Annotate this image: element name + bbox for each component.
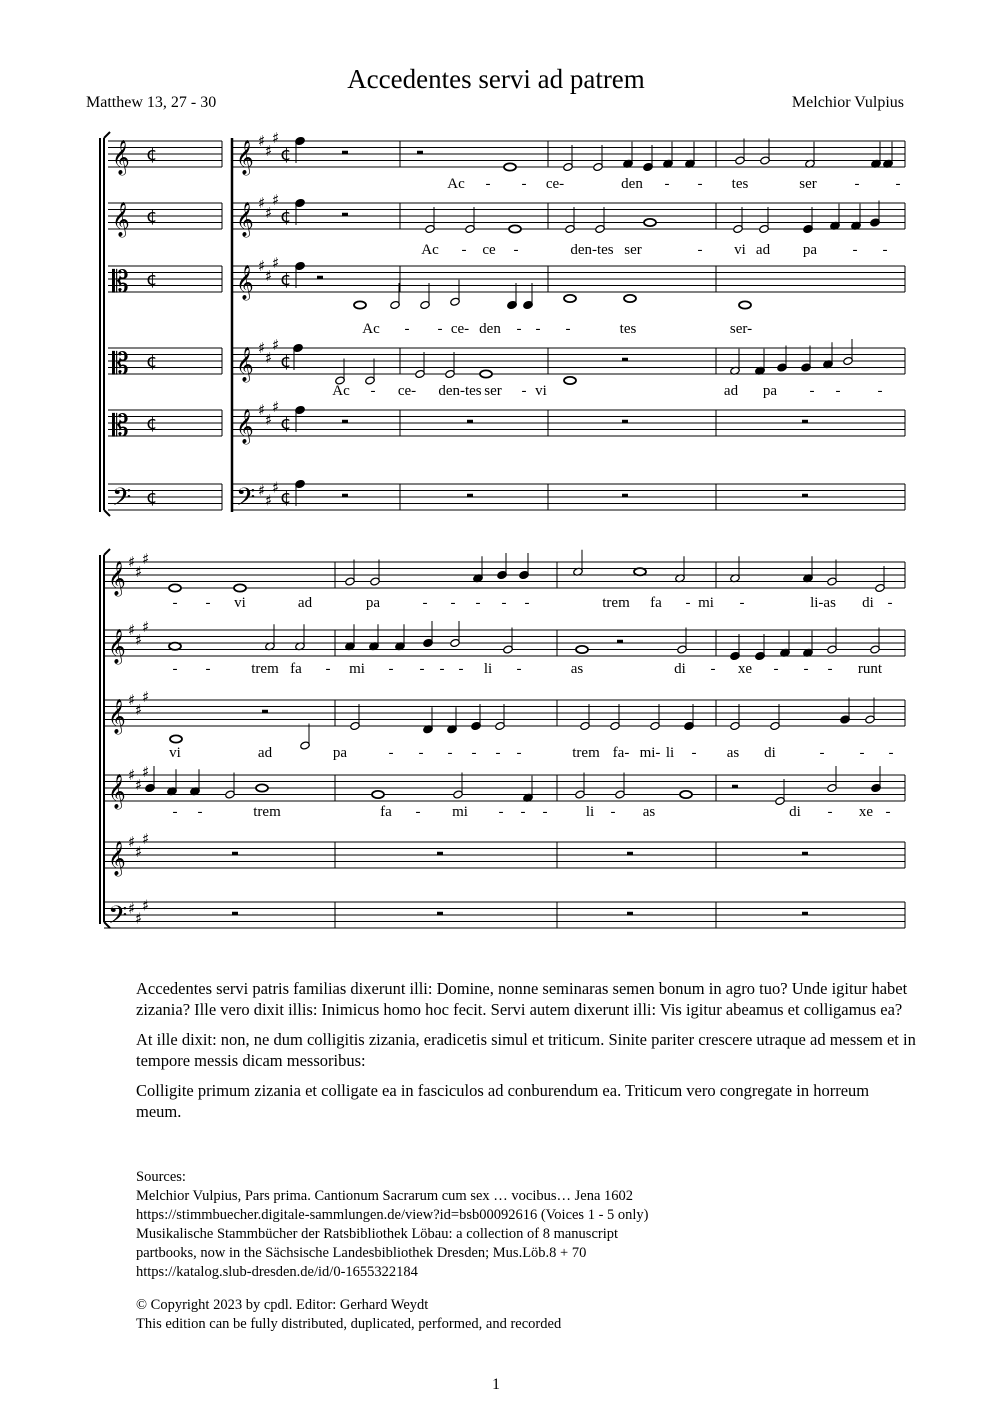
lyric-syllable: -	[691, 745, 697, 761]
lyric-syllable: fa	[290, 661, 302, 677]
lyric-syllable: -	[685, 595, 691, 611]
lyric-syllable: vi	[734, 242, 746, 258]
lyric-syllable: den-tes	[570, 242, 614, 258]
lyric-syllable: mi-	[639, 745, 661, 761]
sharp-icon: ♯	[135, 630, 143, 649]
sharp-icon: ♯	[128, 833, 136, 851]
lyric-syllable: xe	[737, 661, 753, 677]
time-signature-icon: ¢	[146, 487, 158, 508]
lyric-syllable: vi	[169, 745, 181, 761]
sharp-icon: ♯	[142, 829, 150, 848]
lyric-syllable: -	[887, 595, 893, 611]
lyric-syllable: -	[565, 321, 571, 337]
lyric-syllable: -	[888, 745, 894, 761]
sharp-icon: ♯	[272, 190, 280, 209]
lyric-syllable: -	[697, 176, 703, 192]
lyric-syllable: -	[854, 176, 860, 192]
lyric-syllable: li-as	[810, 595, 836, 611]
sharp-icon: ♯	[142, 896, 150, 915]
clef-icon: 𝄢	[236, 483, 256, 518]
lyric-syllable: vi	[234, 595, 246, 611]
lyric-syllable: -	[172, 595, 178, 611]
rest-mark	[262, 710, 268, 713]
sharp-icon: ♯	[128, 553, 136, 571]
whole-note	[680, 791, 692, 798]
time-signature-icon: ¢	[146, 206, 158, 227]
clef-icon: 𝄞	[236, 347, 254, 382]
whole-note	[739, 301, 751, 308]
time-signature-icon: ¢	[280, 144, 292, 165]
lyric-syllable: di	[789, 804, 801, 820]
clef-icon: 𝄞	[108, 774, 126, 809]
lyric-syllable: pa	[365, 595, 381, 611]
lyric-syllable: di	[764, 745, 776, 761]
lyric-syllable: ad	[755, 242, 771, 258]
sharp-icon: ♯	[135, 775, 143, 794]
sources-line: partbooks, now in the Sächsische Landesbibliothek Dresden; Mus.Löb.8 + 70	[136, 1245, 587, 1261]
sources-block	[136, 1168, 896, 1282]
rest-mark	[622, 494, 628, 497]
lyric-syllable: ad	[297, 595, 313, 611]
clef-icon: 𝄢	[108, 901, 128, 936]
sharp-icon: ♯	[272, 335, 280, 354]
whole-note	[256, 784, 268, 791]
clef-icon: 𝄡	[112, 347, 129, 382]
lyric-syllable: ce-	[545, 176, 565, 192]
whole-note	[170, 735, 182, 742]
time-signature-icon: ¢	[146, 351, 158, 372]
lyric-syllable: li	[665, 745, 675, 761]
lyric-syllable: -	[495, 745, 501, 761]
clef-icon: 𝄡	[112, 409, 129, 444]
copyright-block	[136, 1296, 561, 1334]
sharp-icon: ♯	[258, 339, 266, 357]
lyric-syllable: Ac	[421, 242, 439, 258]
rest-mark	[617, 640, 623, 643]
lyric-syllable: ser	[484, 383, 502, 399]
time-signature-icon: ¢	[146, 144, 158, 165]
composer-name: Melchior Vulpius	[791, 94, 904, 111]
rest-mark	[732, 785, 738, 788]
rest-mark	[627, 852, 633, 855]
lyric-syllable: Ac	[332, 383, 350, 399]
lyric-syllable: pa	[332, 745, 348, 761]
sharp-icon: ♯	[142, 762, 150, 781]
sharp-icon: ♯	[265, 491, 273, 510]
whole-note	[169, 584, 181, 591]
lyric-syllable: -	[803, 661, 809, 677]
lyric-syllable: trem	[253, 804, 281, 820]
lyric-syllable: -	[475, 595, 481, 611]
lyric-syllable: mi	[698, 595, 714, 611]
clef-icon: 𝄢	[112, 483, 132, 518]
whole-note	[576, 646, 588, 653]
lyric-syllable: -	[819, 745, 825, 761]
whole-note	[564, 377, 576, 384]
lyric-syllable: pa	[762, 383, 778, 399]
lyric-syllable: -	[439, 661, 445, 677]
lyric-syllable: fa	[380, 804, 392, 820]
lyric-syllable: as	[726, 745, 740, 761]
lyric-syllable: vi	[535, 383, 547, 399]
rest-mark	[317, 276, 323, 279]
lyric-syllable: as	[570, 661, 584, 677]
clef-icon: 𝄡	[112, 265, 129, 300]
lyric-syllable: -	[827, 661, 833, 677]
sharp-icon: ♯	[128, 691, 136, 709]
lyric-syllable: di	[862, 595, 874, 611]
lyric-syllable: -	[895, 176, 901, 192]
lyric-syllable: trem	[251, 661, 279, 677]
whole-note	[624, 295, 636, 302]
lyric-syllable: -	[882, 242, 888, 258]
sharp-icon: ♯	[135, 700, 143, 719]
sharp-icon: ♯	[142, 549, 150, 568]
sharp-icon: ♯	[135, 842, 143, 861]
lyric-syllable: mi	[452, 804, 468, 820]
sharp-icon: ♯	[128, 899, 136, 918]
lyric-syllable: ce	[482, 242, 496, 258]
lyric-syllable: ser-	[729, 321, 753, 337]
lyric-syllable: -	[388, 661, 394, 677]
lyric-syllable: -	[524, 595, 530, 611]
sources-line: https://stimmbuecher.digitale-sammlungen.de/view?id=bsb00092616 (Voices 1 - 5 only)	[136, 1207, 649, 1223]
lyric-syllable: fa	[650, 595, 662, 611]
rest-mark	[342, 151, 348, 154]
clef-icon: 𝄞	[112, 202, 130, 237]
lyric-syllable: ad	[723, 383, 739, 399]
lyric-syllable: -	[419, 661, 425, 677]
rest-mark	[232, 912, 238, 915]
sources-line: Melchior Vulpius, Pars prima. Cantionum Sacrarum cum sex … vocibus… Jena 1602	[136, 1188, 634, 1204]
clef-icon: 𝄞	[236, 140, 254, 175]
lyric-syllable: -	[418, 745, 424, 761]
lyric-syllable: pa	[802, 242, 818, 258]
sharp-icon: ♯	[258, 257, 266, 275]
rest-mark	[802, 852, 808, 855]
page-number: 1	[492, 1376, 500, 1393]
lyric-syllable: -	[664, 176, 670, 192]
lyric-syllable: -	[205, 661, 211, 677]
copyright-line: This edition can be fully distributed, duplicated, performed, and recorded	[136, 1316, 562, 1332]
sharp-icon: ♯	[135, 909, 143, 928]
time-signature-icon: ¢	[280, 269, 292, 290]
lyric-syllable: -	[697, 242, 703, 258]
time-signature-icon: ¢	[146, 269, 158, 290]
lyric-syllable: runt	[857, 661, 883, 677]
time-signature-icon: ¢	[146, 413, 158, 434]
sharp-icon: ♯	[272, 253, 280, 272]
sharp-icon: ♯	[258, 481, 266, 500]
rest-mark	[622, 420, 628, 423]
lyric-syllable: -	[827, 804, 833, 820]
clef-icon: 𝄞	[108, 561, 126, 596]
copyright-line: © Copyright 2023 by cpdl. Editor: Gerhard Weydt	[136, 1297, 429, 1313]
sharp-icon: ♯	[265, 141, 273, 160]
lyrics-text-block	[136, 978, 916, 1131]
lyric-syllable: -	[773, 661, 779, 677]
lyric-syllable: -	[610, 804, 616, 820]
rest-mark	[342, 420, 348, 423]
lyric-syllable: tes	[731, 176, 749, 192]
lyric-syllable: -	[809, 383, 815, 399]
sharp-icon: ♯	[272, 397, 280, 416]
lyric-syllable: -	[520, 804, 526, 820]
sharp-icon: ♯	[272, 128, 280, 147]
whole-note	[354, 301, 366, 308]
clef-icon: 𝄞	[236, 409, 254, 444]
lyric-syllable: -	[205, 595, 211, 611]
lyric-syllable: -	[461, 242, 467, 258]
lyric-syllable: -	[521, 383, 527, 399]
lyric-syllable: -	[516, 321, 522, 337]
lyric-syllable: den-tes	[438, 383, 482, 399]
lyric-syllable: -	[859, 745, 865, 761]
rest-mark	[467, 420, 473, 423]
whole-note	[509, 225, 521, 232]
lyric-syllable: -	[739, 595, 745, 611]
rest-mark	[627, 912, 633, 915]
lyric-syllable: -	[498, 804, 504, 820]
sharp-icon: ♯	[142, 617, 150, 636]
sharp-icon: ♯	[142, 687, 150, 706]
lyric-syllable: ce-	[397, 383, 417, 399]
lyric-syllable: li	[483, 661, 493, 677]
lyric-syllable: ser	[799, 176, 817, 192]
lyric-syllable: den	[479, 321, 501, 337]
lyric-syllable: -	[516, 745, 522, 761]
sharp-icon: ♯	[265, 410, 273, 429]
whole-note	[372, 791, 384, 798]
lyric-syllable: -	[485, 176, 491, 192]
sharp-icon: ♯	[272, 478, 280, 497]
lyric-syllable: -	[458, 661, 464, 677]
sharp-icon: ♯	[128, 766, 136, 784]
rest-mark	[342, 213, 348, 216]
lyric-syllable: xe	[858, 804, 874, 820]
whole-note	[564, 295, 576, 302]
rest-mark	[437, 912, 443, 915]
lyric-syllable: trem	[602, 595, 630, 611]
lyric-syllable: -	[877, 383, 883, 399]
lyric-syllable: -	[542, 804, 548, 820]
lyric-syllable: ser	[624, 242, 642, 258]
clef-icon: 𝄞	[112, 140, 130, 175]
lyric-syllable: -	[852, 242, 858, 258]
time-signature-icon: ¢	[280, 351, 292, 372]
lyric-syllable: -	[516, 661, 522, 677]
sharp-icon: ♯	[128, 621, 136, 639]
rest-mark	[802, 494, 808, 497]
lyric-syllable: li	[585, 804, 595, 820]
whole-note	[234, 584, 246, 591]
lyric-syllable: -	[437, 321, 443, 337]
rest-mark	[417, 151, 423, 154]
lyric-syllable: Ac	[362, 321, 380, 337]
rest-mark	[342, 494, 348, 497]
lyric-syllable: -	[835, 383, 841, 399]
lyric-syllable: -	[447, 745, 453, 761]
sources-line: Musikalische Stammbücher der Ratsbibliothek Löbau: a collection of 8 manuscript	[136, 1226, 619, 1242]
lyric-syllable: -	[521, 176, 527, 192]
lyric-syllable: -	[388, 745, 394, 761]
sharp-icon: ♯	[135, 562, 143, 581]
lyric-syllable: -	[415, 804, 421, 820]
rest-mark	[622, 358, 628, 361]
whole-note	[504, 163, 516, 170]
whole-note	[634, 568, 646, 575]
text-paragraph: Accedentes servi patris familias dixerunt illi: Domine, nonne seminaras semen bonum in agro tuo? Unde igitur habet zizania? Ille vero dixit illis: Inimicus homo hoc fecit. Servi autem dixerunt illi: Vis igitur abeamus et colligamus ea?	[136, 979, 908, 1019]
rest-mark	[232, 852, 238, 855]
lyric-syllable: -	[172, 804, 178, 820]
time-signature-icon: ¢	[280, 413, 292, 434]
lyric-syllable: as	[642, 804, 656, 820]
lyric-syllable: -	[197, 804, 203, 820]
sharp-icon: ♯	[258, 132, 266, 150]
whole-note	[644, 219, 656, 226]
rest-mark	[437, 852, 443, 855]
rest-mark	[467, 494, 473, 497]
clef-icon: 𝄞	[236, 265, 254, 300]
lyric-syllable: -	[404, 321, 410, 337]
time-signature-icon: ¢	[280, 206, 292, 227]
lyric-syllable: -	[513, 242, 519, 258]
clef-icon: 𝄞	[108, 841, 126, 876]
rest-mark	[802, 420, 808, 423]
clef-icon: 𝄞	[236, 202, 254, 237]
page-title: Accedentes servi ad patrem	[347, 64, 645, 94]
scripture-reference: Matthew 13, 27 - 30	[86, 94, 217, 111]
lyric-syllable: di	[674, 661, 686, 677]
lyric-syllable: -	[885, 804, 891, 820]
lyric-syllable: trem	[572, 745, 600, 761]
sources-line: Sources:	[136, 1169, 186, 1185]
whole-note	[169, 643, 181, 650]
lyric-syllable: -	[422, 595, 428, 611]
time-signature-icon: ¢	[280, 487, 292, 508]
lyric-syllable: ad	[257, 745, 273, 761]
sharp-icon: ♯	[265, 266, 273, 285]
system-bracket	[104, 132, 110, 516]
lyric-syllable: fa-	[612, 745, 630, 761]
lyric-syllable: ce-	[450, 321, 470, 337]
lyric-syllable: -	[172, 661, 178, 677]
lyric-syllable: -	[325, 661, 331, 677]
sharp-icon: ♯	[258, 401, 266, 419]
whole-note	[480, 370, 492, 377]
sharp-icon: ♯	[258, 194, 266, 212]
text-paragraph: At ille dixit: non, ne dum colligitis zizania, eradicetis simul et triticum. Sinite pariter crescere utraque ad messem et in tempore messis dicam messoribus:	[136, 1030, 916, 1070]
lyric-syllable: mi	[349, 661, 365, 677]
lyric-syllable: -	[370, 383, 376, 399]
sharp-icon: ♯	[265, 203, 273, 222]
sharp-icon: ♯	[265, 348, 273, 367]
lyric-syllable: Ac	[447, 176, 465, 192]
lyric-syllable: -	[535, 321, 541, 337]
lyric-syllable: tes	[619, 321, 637, 337]
clef-icon: 𝄞	[108, 699, 126, 734]
lyric-syllable: -	[710, 661, 716, 677]
sources-line: https://katalog.slub-dresden.de/id/0-1655322184	[136, 1264, 418, 1280]
text-paragraph: Colligite primum zizania et colligate ea in fasciculos ad conburendum ea. Triticum vero congregate in horreum meum.	[136, 1081, 870, 1121]
lyric-syllable: den	[621, 176, 643, 192]
lyric-syllable: -	[450, 595, 456, 611]
lyric-syllable: -	[471, 745, 477, 761]
clef-icon: 𝄞	[108, 629, 126, 664]
lyric-syllable: -	[501, 595, 507, 611]
rest-mark	[802, 912, 808, 915]
